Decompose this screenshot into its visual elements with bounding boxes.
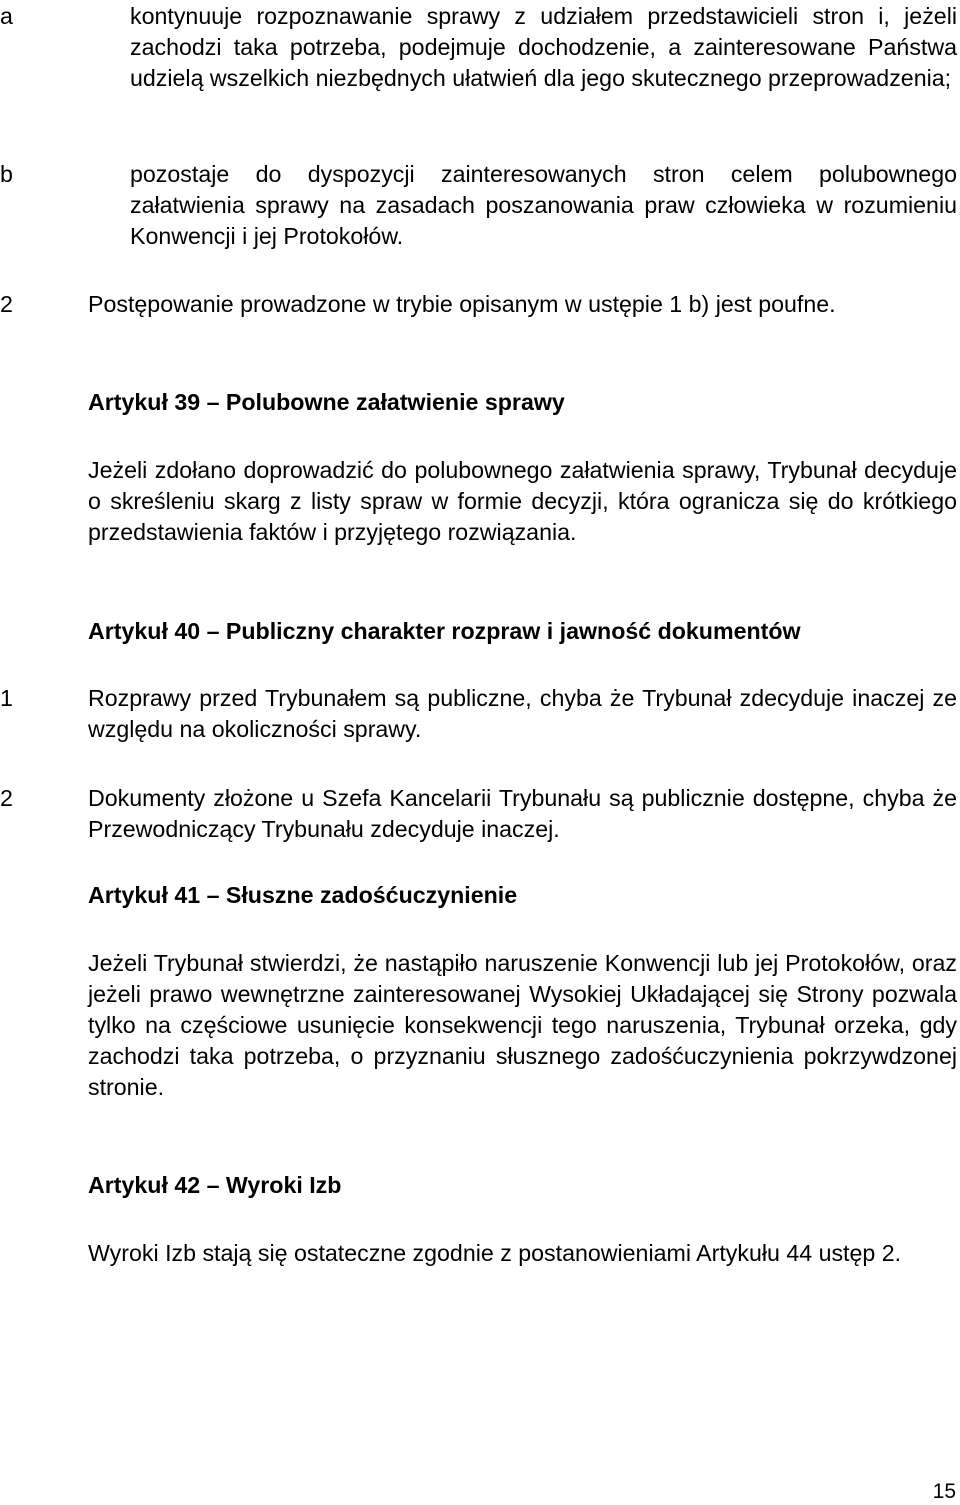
article-39-text: Jeżeli zdołano doprowadzić do polubownego załatwienia sprawy, Trybunał decyduje o skreśleniu skarg z listy spraw w formie decyzji, która ogranicza się do krótkiego przedstawienia faktów i przyjętego rozwiązania. [88, 457, 957, 545]
article-42-text: Wyroki Izb stają się ostateczne zgodnie z postanowieniami Artykułu 44 ustęp 2. [88, 1240, 902, 1266]
paragraph-2 [0, 289, 957, 320]
article-39-heading: Artykuł 39 – Polubowne załatwienie sprawy [88, 389, 565, 415]
article-40-paragraph-1-text: Rozprawy przed Trybunałem są publiczne, chyba że Trybunał zdecyduje inaczej ze względu na okoliczności sprawy. [88, 685, 957, 742]
list-marker-b: b [0, 161, 13, 187]
article-39-body [88, 455, 957, 548]
article-40-heading: Artykuł 40 – Publiczny charakter rozpraw i jawność dokumentów [88, 618, 801, 644]
list-item-a [0, 1, 957, 94]
list-item-b-text: pozostaje do dyspozycji zainteresowanych stron celem polubownego załatwienia sprawy na zasadach poszanowania praw człowieka w rozumieniu Konwencji i jej Protokołów. [130, 161, 957, 249]
article-41-text: Jeżeli Trybunał stwierdzi, że nastąpiło naruszenie Konwencji lub jej Protokołów, oraz jeżeli prawo wewnętrzne zainteresowanej Wysokiej Układającej się Strony pozwala tylko na częściowe usunięcie konsekwencji tego naruszenia, Trybunał orzeka, gdy zachodzi taka potrzeba, o przyznaniu słusznego zadośćuczynienia pokrzywdzonej stronie. [88, 950, 957, 1100]
article-40-paragraph-1-marker: 1 [0, 685, 13, 711]
article-40-paragraph-2-text: Dokumenty złożone u Szefa Kancelarii Trybunału są publicznie dostępne, chyba że Przewodniczący Trybunału zdecyduje inaczej. [88, 785, 957, 842]
list-marker-a: a [0, 3, 13, 29]
page-number: 15 [932, 1480, 956, 1503]
article-42-heading: Artykuł 42 – Wyroki Izb [88, 1172, 342, 1198]
article-42-body [88, 1238, 957, 1269]
list-item-b [0, 159, 957, 252]
paragraph-2-text: Postępowanie prowadzone w trybie opisanym w ustępie 1 b) jest poufne. [88, 291, 836, 317]
list-item-a-text: kontynuuje rozpoznawanie sprawy z udziałem przedstawicieli stron i, jeżeli zachodzi taka potrzeba, podejmuje dochodzenie, a zainteresowane Państwa udzielą wszelkich niezbędnych ułatwień dla jego skutecznego przeprowadzenia; [130, 3, 957, 91]
article-40-paragraph-2 [0, 783, 957, 845]
paragraph-2-marker: 2 [0, 291, 13, 317]
article-40-paragraph-1 [0, 683, 957, 745]
article-41-body [88, 948, 957, 1103]
article-40-paragraph-2-marker: 2 [0, 785, 13, 811]
article-41-heading: Artykuł 41 – Słuszne zadośćuczynienie [88, 882, 518, 908]
